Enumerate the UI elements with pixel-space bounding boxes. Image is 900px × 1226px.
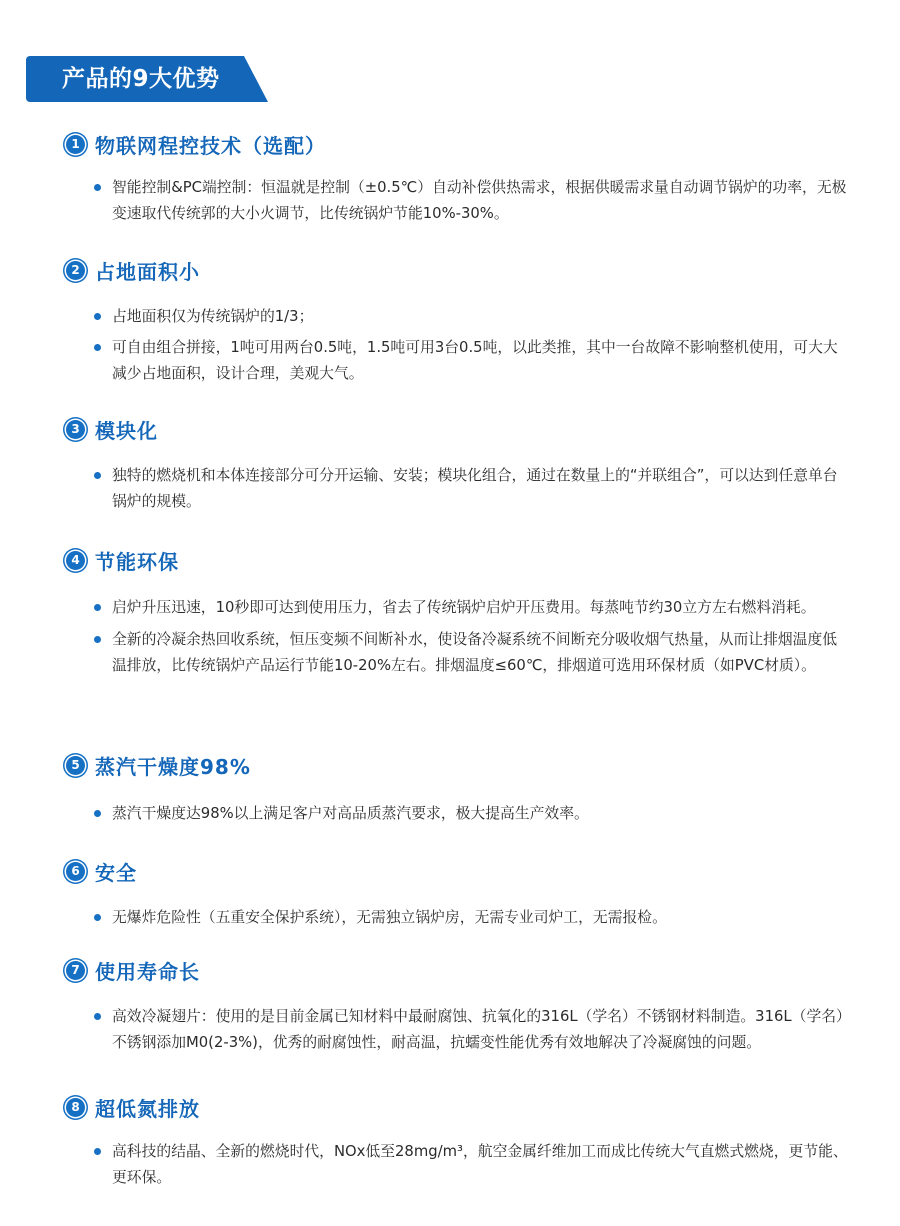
bullet-item xyxy=(64,627,850,679)
section-title: 蒸汽干燥度98% xyxy=(95,754,251,779)
bullet-list xyxy=(64,801,864,827)
bullet-list xyxy=(64,905,864,931)
circled-number-icon: 8 xyxy=(66,1098,85,1117)
bullet-dot-icon xyxy=(94,810,101,817)
section-title: 使用寿命长 xyxy=(95,959,200,984)
section-heading xyxy=(64,414,864,444)
circled-number-icon: 3 xyxy=(66,420,85,439)
bullet-text: 高科技的结晶、全新的燃烧时代，NOx低至28mg/m³，航空金属纤维加工而成比传统大气直燃式燃烧，更节能、更环保。 xyxy=(112,1143,848,1186)
section-small-footprint xyxy=(64,255,864,387)
bullet-text: 高效冷凝翅片：使用的是目前金属已知材料中最耐腐蚀、抗氧化的316L（学名）不锈钢材料制造。316L（学名）不锈钢添加M0(2-3%)，优秀的耐腐蚀性，耐高温，抗蠕变性能优秀有效地解决了冷凝腐蚀的问题。 xyxy=(112,1008,844,1051)
bullet-text: 启炉升压迅速，10秒即可达到使用压力，省去了传统锅炉启炉开压费用。每蒸吨节约30立方左右燃料消耗。 xyxy=(112,599,816,616)
bullet-item xyxy=(64,335,850,387)
bullet-dot-icon xyxy=(94,472,101,479)
section-heading xyxy=(64,1092,864,1122)
bullet-item xyxy=(64,1004,850,1056)
section-ultra-low-nox xyxy=(64,1092,864,1191)
bullet-item xyxy=(64,1139,850,1191)
section-title: 模块化 xyxy=(95,418,158,443)
bullet-list xyxy=(64,304,864,387)
bullet-list xyxy=(64,595,864,679)
bullet-dot-icon xyxy=(94,1148,101,1155)
bullet-text: 占地面积仅为传统锅炉的1/3； xyxy=(112,308,314,325)
bullet-dot-icon xyxy=(94,914,101,921)
circled-number-icon: 6 xyxy=(66,862,85,881)
section-title: 节能环保 xyxy=(95,549,179,574)
section-safety xyxy=(64,856,864,931)
section-modular xyxy=(64,414,864,515)
section-steam-dryness xyxy=(64,750,864,827)
section-heading xyxy=(64,255,864,285)
section-title: 安全 xyxy=(95,860,137,885)
bullet-dot-icon xyxy=(94,313,101,320)
bullet-text: 全新的冷凝余热回收系统，恒压变频不间断补水，使设备冷凝系统不间断充分吸收烟气热量，从而让排烟温度低温排放，比传统锅炉产品运行节能10-20%左右。排烟温度≤60℃，排烟道可选用环保材质（如PVC材质）。 xyxy=(112,631,838,674)
page-title: 产品的9大优势 xyxy=(62,66,220,92)
bullet-text: 可自由组合拼接，1吨可用两台0.5吨，1.5吨可用3台0.5吨，以此类推，其中一台故障不影响整机使用，可大大减少占地面积，设计合理，美观大气。 xyxy=(112,339,838,382)
bullet-list xyxy=(64,1004,864,1056)
bullet-dot-icon xyxy=(94,344,101,351)
section-heading xyxy=(64,955,864,985)
bullet-list xyxy=(64,175,864,227)
bullet-item xyxy=(64,595,850,621)
bullet-list xyxy=(64,1139,864,1191)
bullet-dot-icon xyxy=(94,184,101,191)
bullet-item xyxy=(64,175,850,227)
circled-number-icon: 5 xyxy=(66,756,85,775)
section-heading xyxy=(64,856,864,886)
bullet-item xyxy=(64,463,850,515)
bullet-text: 智能控制&PC端控制：恒温就是控制（±0.5℃）自动补偿供热需求，根据供暖需求量自动调节锅炉的功率，无极变速取代传统郭的大小火调节，比传统锅炉节能10%-30%。 xyxy=(112,179,847,222)
bullet-dot-icon xyxy=(94,636,101,643)
section-iot-control xyxy=(64,129,864,227)
circled-number-icon: 1 xyxy=(66,135,85,154)
section-title: 占地面积小 xyxy=(95,259,200,284)
circled-number-icon: 7 xyxy=(66,961,85,980)
bullet-dot-icon xyxy=(94,604,101,611)
section-heading xyxy=(64,129,864,159)
section-heading xyxy=(64,545,864,575)
circled-number-icon: 2 xyxy=(66,261,85,280)
bullet-list xyxy=(64,463,864,515)
section-energy-saving xyxy=(64,545,864,679)
bullet-item xyxy=(64,304,850,330)
section-title: 物联网程控技术（选配） xyxy=(95,133,326,158)
bullet-text: 独特的燃烧机和本体连接部分可分开运输、安装；模块化组合，通过在数量上的“并联组合”，可以达到任意单台锅炉的规模。 xyxy=(112,467,838,510)
section-long-service-life xyxy=(64,955,864,1056)
section-heading xyxy=(64,750,864,780)
bullet-item xyxy=(64,801,850,827)
bullet-text: 蒸汽干燥度达98%以上满足客户对高品质蒸汽要求，极大提高生产效率。 xyxy=(112,805,589,822)
section-title: 超低氮排放 xyxy=(95,1096,200,1121)
bullet-item xyxy=(64,905,850,931)
bullet-text: 无爆炸危险性（五重安全保护系统），无需独立锅炉房，无需专业司炉工，无需报检。 xyxy=(112,909,667,926)
circled-number-icon: 4 xyxy=(66,551,85,570)
bullet-dot-icon xyxy=(94,1013,101,1020)
